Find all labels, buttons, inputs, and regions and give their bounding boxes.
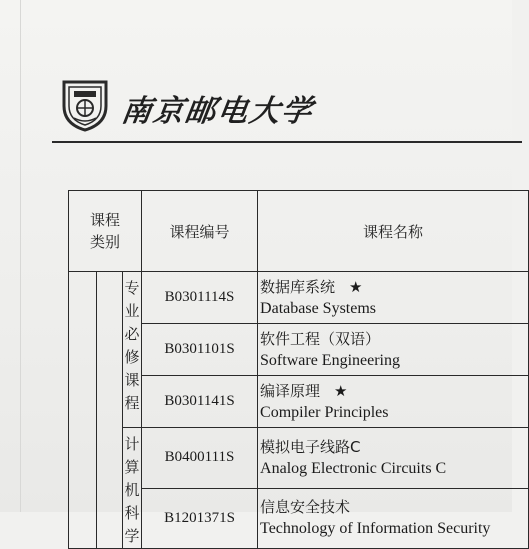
course-name-zh-text: 数据库系统 [260, 277, 336, 296]
group-char: 机 [124, 481, 140, 499]
course-name [258, 428, 529, 489]
group-char: 学 [124, 527, 140, 545]
course-name [258, 488, 529, 549]
course-table [68, 190, 529, 549]
header-category-line-1: 课程 [90, 211, 121, 229]
university-seal-icon [60, 78, 110, 132]
header-category-line-2: 类别 [90, 233, 121, 251]
required-star-icon: ★ [349, 277, 363, 296]
course-name [258, 324, 529, 376]
header-course-code: 课程编号 [142, 191, 258, 272]
course-code: B0301141S [142, 376, 258, 428]
course-code: B0301114S [142, 272, 258, 324]
course-name-zh-text: 信息安全技术 [260, 498, 351, 517]
course-code: B0301101S [142, 324, 258, 376]
course-name-zh-text: 模拟电子线路C [260, 437, 361, 456]
group-char: 程 [124, 394, 140, 412]
table-header-row [69, 191, 529, 272]
course-name-zh [260, 436, 528, 458]
required-star-icon: ★ [334, 381, 348, 400]
table-row [69, 428, 529, 489]
group-char: 专 [124, 279, 140, 297]
course-name-zh-text: 软件工程（双语） [260, 329, 381, 348]
header-category [69, 191, 142, 272]
blank-category-cell [69, 272, 97, 549]
group-char: 算 [124, 458, 140, 476]
course-name-zh [260, 276, 528, 298]
header-rule [52, 141, 522, 143]
group-char: 修 [124, 348, 140, 366]
group-char: 课 [124, 371, 140, 389]
course-name-en: Analog Electronic Circuits C [260, 459, 447, 477]
blank-subcategory-cell [97, 272, 123, 549]
course-name-en: Software Engineering [260, 351, 400, 369]
course-name-zh [260, 496, 528, 518]
group-char: 计 [124, 435, 140, 453]
course-name [258, 376, 529, 428]
course-name-en: Technology of Information Security [260, 520, 491, 538]
group-char: 业 [124, 302, 140, 320]
group-label-major [123, 272, 142, 428]
header-course-name: 课程名称 [258, 191, 529, 272]
course-name-en: Compiler Principles [260, 403, 389, 421]
group-char: 科 [124, 504, 140, 522]
course-name-en: Database Systems [260, 299, 377, 317]
course-name-zh [260, 328, 528, 350]
group-char: 必 [124, 325, 140, 343]
paper-edge [20, 0, 21, 512]
course-name-zh [260, 380, 528, 402]
course-code: B1201371S [142, 488, 258, 549]
group-label-sub [123, 428, 142, 549]
course-name [258, 272, 529, 324]
table-row [69, 272, 529, 324]
university-name: 南京邮电大学 [119, 94, 316, 129]
course-code: B0400111S [142, 428, 258, 489]
course-name-zh-text: 编译原理 [260, 381, 321, 400]
